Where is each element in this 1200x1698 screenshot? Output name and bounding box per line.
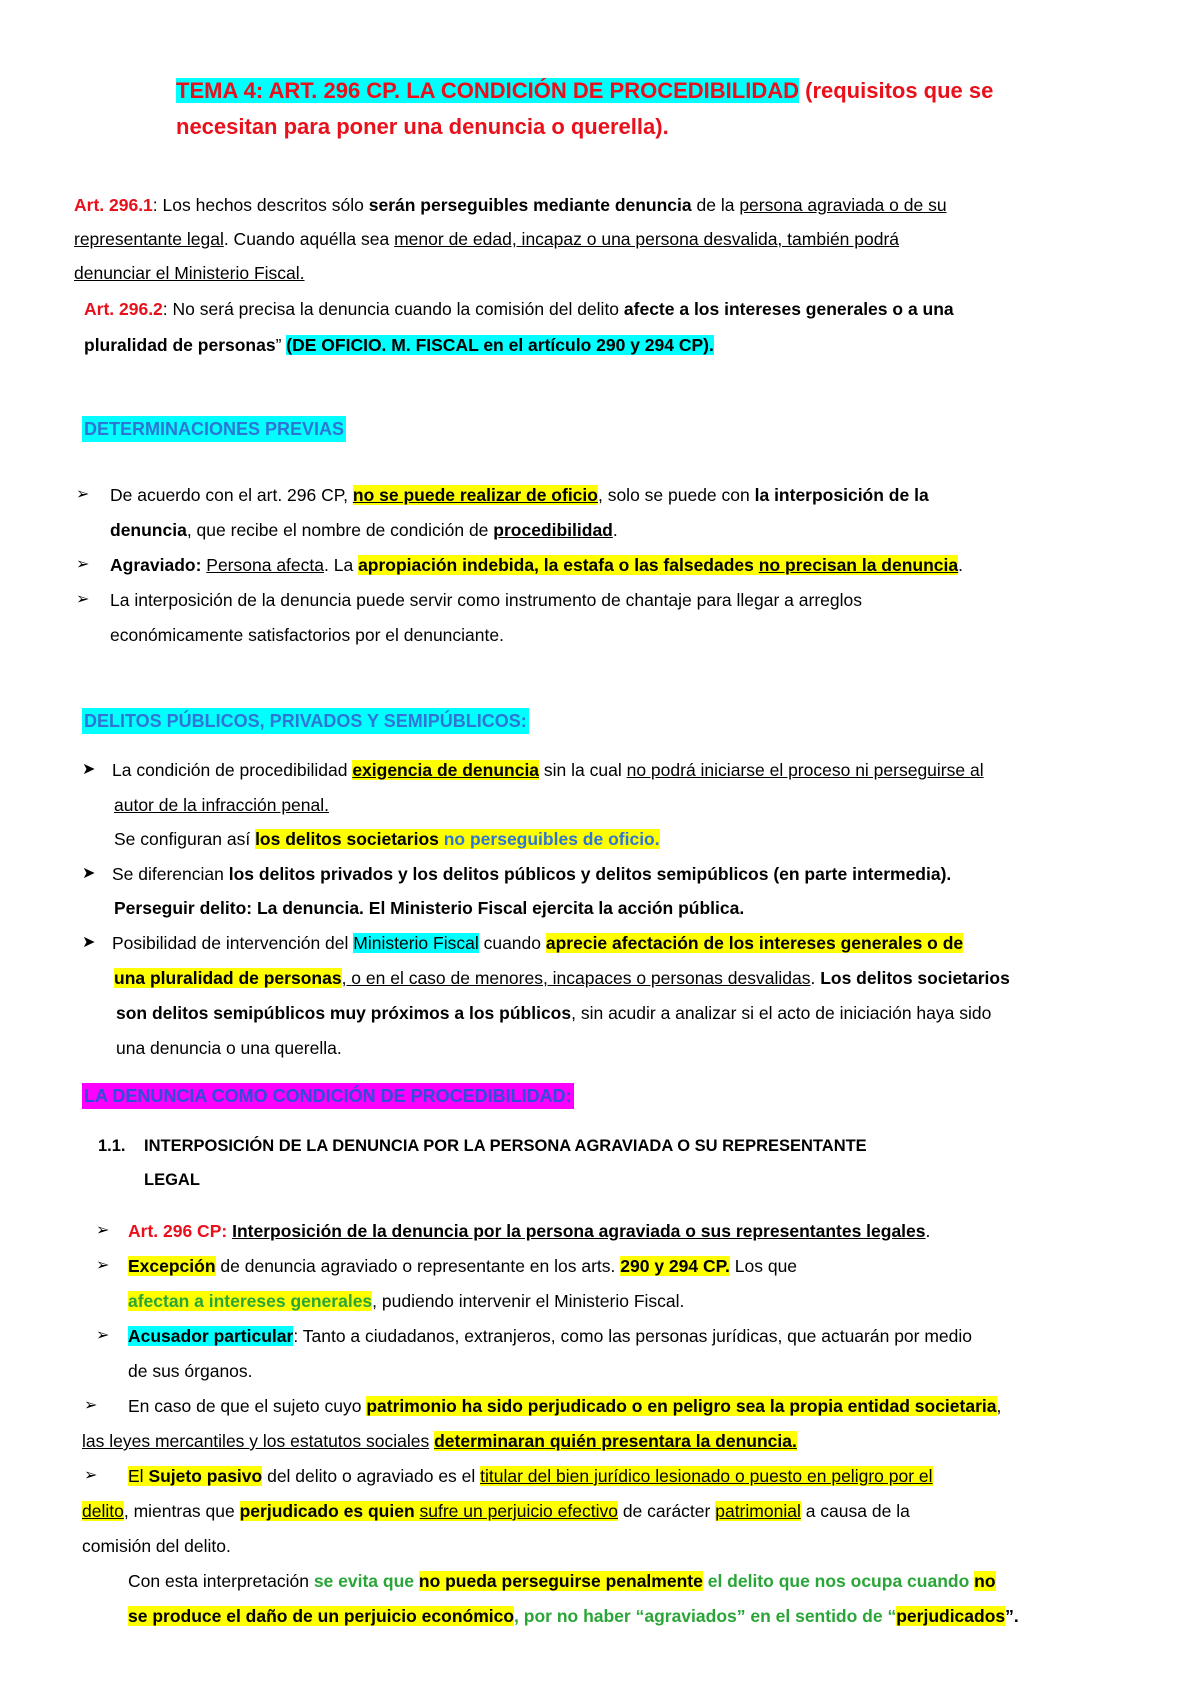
- sec3-b1-line1: [128, 1219, 930, 1243]
- sec3-text-highlight-underlined: delito: [82, 1501, 124, 1521]
- subsection-number: 1.1.: [98, 1137, 126, 1155]
- closing-text-highlight: no: [974, 1571, 996, 1591]
- sec2-text: .: [810, 968, 821, 988]
- sec1-text-bold-underlined: procedibilidad: [493, 520, 613, 540]
- arrow-bullet-icon: ➢: [96, 1327, 110, 1344]
- sec3-text-highlight: perjudicado es quien: [239, 1501, 420, 1521]
- sec3-text-highlight: 290 y 294 CP.: [620, 1256, 730, 1276]
- sec2-text-cyan: Ministerio Fiscal: [353, 933, 479, 953]
- sec3-b4-line2: [82, 1429, 797, 1453]
- sec3-b3-line2: de sus órganos.: [128, 1361, 253, 1381]
- sec2-text: ,: [341, 968, 352, 988]
- art2-text-bold: afecte a los intereses generales o a una: [623, 299, 954, 319]
- title-highlighted: TEMA 4: ART. 296 CP. LA CONDICIÓN DE PROCEDIBILIDAD: [176, 78, 799, 103]
- sec3-text: En caso de que el sujeto cuyo: [128, 1396, 367, 1416]
- sec3-b5-line3: comisión del delito.: [82, 1536, 231, 1556]
- arrow-bullet-icon: ➤: [82, 761, 96, 778]
- sec3-text-bold-underlined: Interposición de la denuncia por la persona agraviada o sus representantes legales: [232, 1221, 926, 1241]
- title-rest: (requisitos que se: [799, 78, 994, 103]
- art2-text: ”: [275, 335, 287, 355]
- sec1-b1-line2: [110, 518, 618, 542]
- sec2-text: La condición de procedibilidad: [112, 760, 353, 780]
- sec2-text-bold: son delitos semipúblicos muy próximos a los públicos: [116, 1003, 572, 1023]
- sec3-b2-line2: [128, 1289, 684, 1313]
- sec2-text-bold: los delitos privados y los delitos públicos y delitos semipúblicos (en parte intermedia).: [228, 864, 952, 884]
- sec2-text-highlight-blue: no perseguibles de oficio.: [443, 829, 660, 849]
- section-heading-denuncia: LA DENUNCIA COMO CONDICIÓN DE PROCEDIBILIDAD:: [82, 1083, 574, 1109]
- arrow-bullet-icon: ➢: [76, 591, 90, 608]
- sec3-text: a causa de la: [800, 1501, 910, 1521]
- sec1-text: .: [958, 555, 964, 575]
- art1-text: de la: [691, 195, 740, 215]
- sec1-text-underlined: Persona afecta: [206, 555, 324, 575]
- subsection-title-line2: LEGAL: [144, 1171, 200, 1189]
- sec2-b3-line3: [116, 1001, 991, 1025]
- art1-line3: [74, 261, 305, 285]
- sec3-text-highlight-underlined: patrimonial: [715, 1501, 801, 1521]
- sec1-text-bold: la interposición de la: [754, 485, 929, 505]
- sec1-b3-line2: económicamente satisfactorios por el denunciante.: [110, 625, 504, 645]
- sec2-text-bold: Perseguir delito:: [114, 898, 257, 918]
- sec2-b2-line2: [114, 896, 744, 920]
- sec1-text: .: [612, 520, 618, 540]
- sec3-b2-line1: [128, 1254, 797, 1278]
- sec3-text-cyan: Acusador particular: [128, 1326, 294, 1346]
- sec3-text-highlight: El: [128, 1466, 149, 1486]
- sec3-text-highlight-underlined: sufre un perjuicio efectivo: [419, 1501, 618, 1521]
- sec2-b3-line1: [112, 931, 963, 955]
- closing-text-highlight: perjudicados: [896, 1606, 1006, 1626]
- sec1-text-highlight: no precisan la denuncia: [758, 555, 959, 575]
- sec2-b1-line1: [112, 758, 984, 782]
- sec3-text: de denuncia agraviado o representante en los arts.: [215, 1256, 621, 1276]
- sec2-text: Se diferencian: [112, 864, 229, 884]
- sec3-text: ,: [996, 1396, 1002, 1416]
- art1-text-underlined: denunciar el Ministerio Fiscal.: [74, 263, 305, 283]
- art1-text-underlined: persona agraviada o de su: [739, 195, 947, 215]
- sec2-text: sin la cual: [539, 760, 627, 780]
- sec1-b3-line1: La interposición de la denuncia puede servir como instrumento de chantaje para llegar a arreglos: [110, 590, 862, 610]
- sec3-text-highlight: Sujeto pasivo: [148, 1466, 263, 1486]
- art1-text-underlined: menor de edad, incapaz o una persona desvalida, también podrá: [394, 229, 900, 249]
- closing-text: ”.: [1005, 1606, 1019, 1626]
- art2-text: : No será precisa la denuncia cuando la comisión del delito: [162, 299, 624, 319]
- sec2-b2-line1: [112, 862, 951, 886]
- arrow-bullet-icon: ➢: [84, 1397, 98, 1414]
- sec1-text-highlight: apropiación indebida, la estafa o las falsedades: [358, 555, 759, 575]
- sec2-b1-line3: [114, 827, 660, 851]
- closing-text: Con esta interpretación: [128, 1571, 314, 1591]
- sec3-text-highlight: patrimonio ha sido perjudicado o en peligro sea la propia entidad societaria: [366, 1396, 997, 1416]
- sec3-b4-line1: [128, 1394, 1001, 1418]
- arrow-bullet-icon: ➢: [76, 486, 90, 503]
- art1-line1: [74, 193, 947, 217]
- sec1-text: , solo se puede con: [597, 485, 755, 505]
- sec2-text-highlight: los delitos societarios: [255, 829, 444, 849]
- sec2-b3-line2: [114, 966, 1010, 990]
- art2-text-highlight: (DE OFICIO. M. FISCAL en el artículo 290 y 294 CP).: [286, 335, 714, 355]
- sec3-text-highlight: determinaran quién presentara la denuncia.: [434, 1431, 797, 1451]
- sec2-text: , sin acudir a analizar si el acto de iniciación haya sido: [571, 1003, 992, 1023]
- sec1-text: De acuerdo con el art. 296 CP,: [110, 485, 353, 505]
- sec1-text-bold: denuncia: [110, 520, 187, 540]
- sec2-text: cuando: [478, 933, 546, 953]
- sec3-text-highlight-underlined: titular del bien jurídico lesionado o puesto en peligro por el: [480, 1466, 933, 1486]
- closing-line2: [128, 1604, 1019, 1628]
- sec1-b2-line1: [110, 553, 963, 577]
- section-heading-determinaciones: DETERMINACIONES PREVIAS: [82, 416, 346, 442]
- sec3-text: de carácter: [617, 1501, 716, 1521]
- art1-text-underlined: representante legal: [74, 229, 224, 249]
- sec1-text: . La: [324, 555, 359, 575]
- sec2-text: Se configuran así: [114, 829, 256, 849]
- closing-line1: [128, 1569, 996, 1593]
- sec2-text: Posibilidad de intervención del: [112, 933, 354, 953]
- art1-text: : Los hechos descritos sólo: [152, 195, 369, 215]
- sec1-text-bold: Agraviado:: [110, 555, 202, 575]
- art2-line2: [84, 333, 714, 357]
- document-title-line2: necesitan para poner una denuncia o querella).: [176, 114, 669, 139]
- sec3-text-red: Art. 296 CP:: [128, 1221, 228, 1241]
- sec3-text: .: [925, 1221, 931, 1241]
- arrow-bullet-icon: ➢: [96, 1257, 110, 1274]
- sec2-text-bold: La denuncia. El Ministerio Fiscal ejercita la acción pública.: [256, 898, 745, 918]
- art1-text: . Cuando aquélla sea: [223, 229, 395, 249]
- sec3-b3-line1: [128, 1324, 972, 1348]
- sec3-text: Los que: [729, 1256, 798, 1276]
- closing-text-green: se evita que: [313, 1571, 419, 1591]
- art2-label: Art. 296.2: [84, 299, 163, 319]
- arrow-bullet-icon: ➢: [76, 556, 90, 573]
- sec1-text: , que recibe el nombre de condición de: [186, 520, 494, 540]
- art1-text-bold: serán perseguibles mediante denuncia: [368, 195, 692, 215]
- sec1-b1-line1: [110, 483, 929, 507]
- sec3-text: : Tanto a ciudadanos, extranjeros, como las personas jurídicas, que actuarán por medio: [293, 1326, 973, 1346]
- sec2-text-highlight: aprecie afectación de los intereses generales o de: [545, 933, 964, 953]
- sec3-text-underlined: las leyes mercantiles y los estatutos sociales: [82, 1431, 430, 1451]
- art1-label: Art. 296.1: [74, 195, 153, 215]
- art1-line2: [74, 227, 899, 251]
- sec2-text-bold: Los delitos societarios: [820, 968, 1010, 988]
- sec2-text-underlined: no podrá iniciarse el proceso ni perseguirse al: [626, 760, 984, 780]
- art2-text-bold: pluralidad de personas: [84, 335, 276, 355]
- arrow-bullet-icon: ➤: [82, 865, 96, 882]
- sec2-text-highlight: una pluralidad de personas: [114, 968, 342, 988]
- closing-text-highlight: se produce el daño de un perjuicio económico: [128, 1606, 515, 1626]
- closing-text-green: el delito que nos ocupa cuando: [702, 1571, 975, 1591]
- sec3-b5-line1: [128, 1464, 933, 1488]
- sec3-text-highlight-green: afectan a intereses generales: [128, 1291, 373, 1311]
- arrow-bullet-icon: ➢: [96, 1222, 110, 1239]
- sec2-text-underlined: o en el caso de menores, incapaces o personas desvalidas: [351, 968, 811, 988]
- sec2-b3-line4: una denuncia o una querella.: [116, 1038, 342, 1058]
- sec3-text: , mientras que: [123, 1501, 240, 1521]
- document-title: [176, 76, 993, 106]
- sec2-b1-line2: [114, 793, 329, 817]
- sec3-b5-line2: [82, 1499, 910, 1523]
- sec3-text: del delito o agraviado es el: [262, 1466, 481, 1486]
- closing-text-highlight: no pueda perseguirse penalmente: [418, 1571, 703, 1591]
- section-heading-delitos: DELITOS PÚBLICOS, PRIVADOS Y SEMIPÚBLICOS:: [82, 708, 529, 734]
- subsection-title-line1: INTERPOSICIÓN DE LA DENUNCIA POR LA PERSONA AGRAVIADA O SU REPRESENTANTE: [144, 1137, 867, 1155]
- sec2-text-underlined: autor de la infracción penal.: [114, 795, 329, 815]
- sec3-text-highlight: Excepción: [128, 1256, 216, 1276]
- sec3-text: , pudiendo intervenir el Ministerio Fiscal.: [372, 1291, 685, 1311]
- arrow-bullet-icon: ➤: [82, 934, 96, 951]
- art2-line1: [84, 297, 954, 321]
- sec1-text-highlight: no se puede realizar de oficio: [352, 485, 598, 505]
- arrow-bullet-icon: ➢: [84, 1467, 98, 1484]
- sec2-text-highlight: exigencia de denuncia: [352, 760, 540, 780]
- closing-text-green: , por no haber “agraviados” en el sentido de “: [514, 1606, 897, 1626]
